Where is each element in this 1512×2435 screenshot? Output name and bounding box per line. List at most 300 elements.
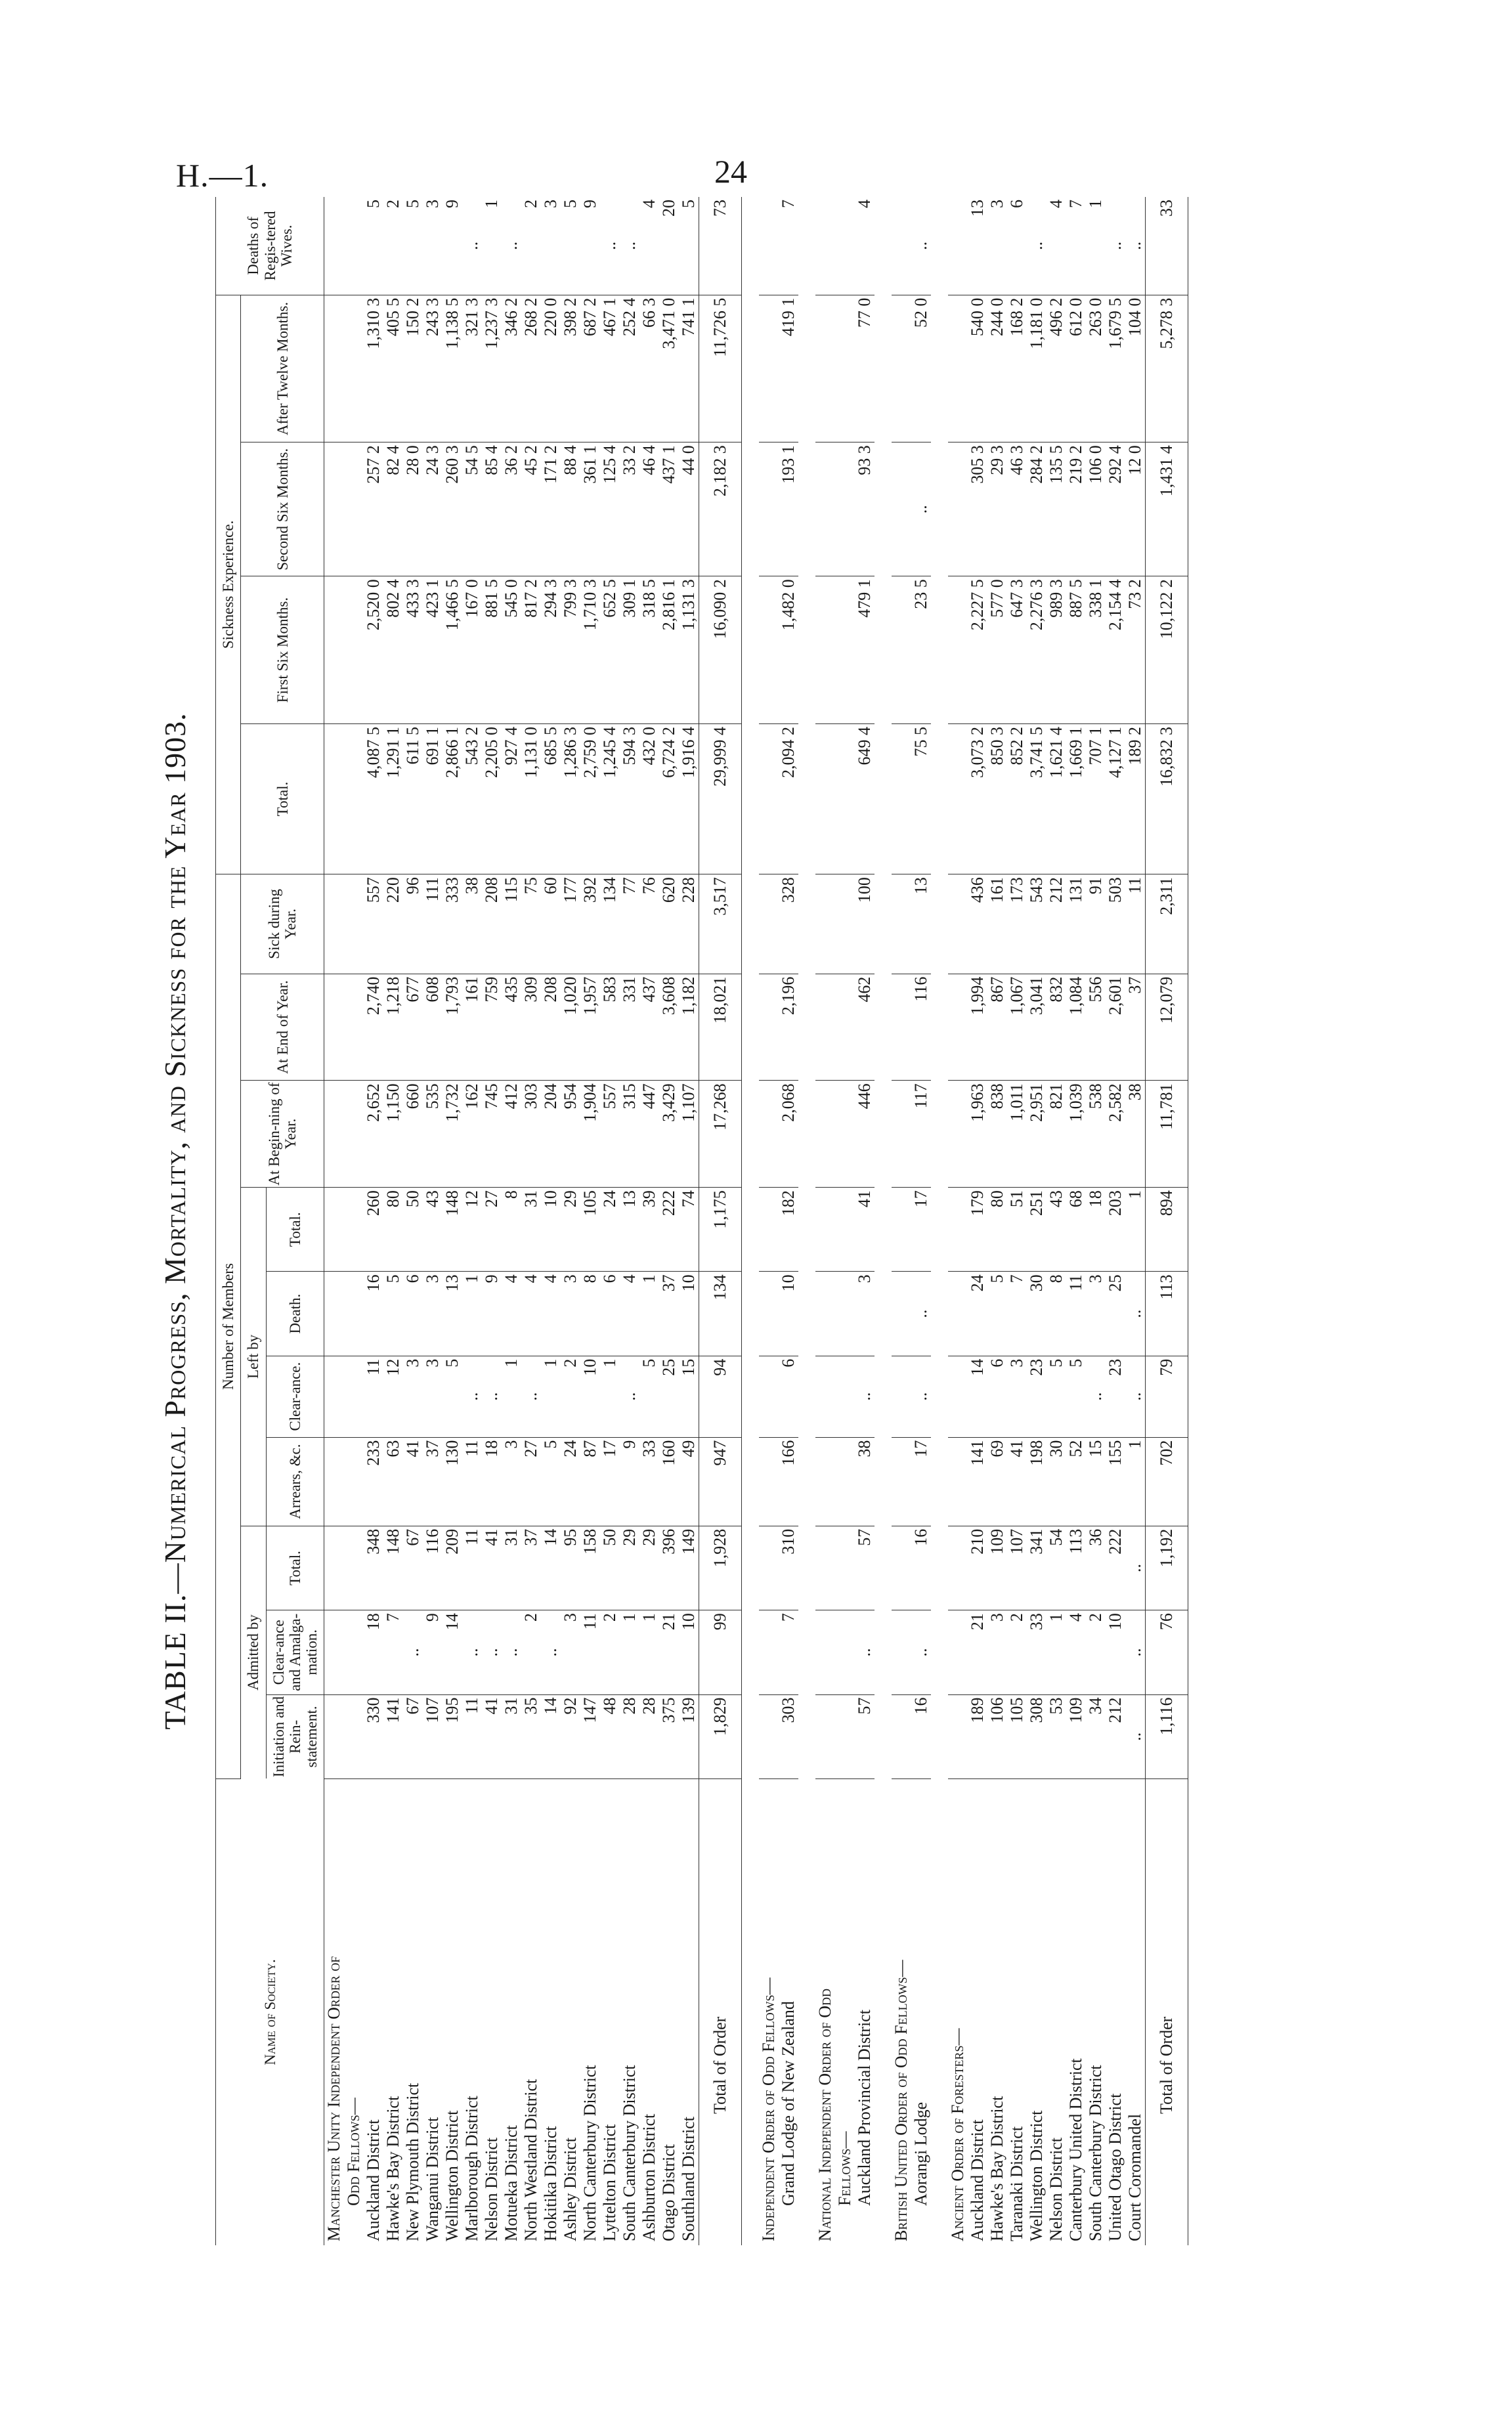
data-cell: 228	[679, 874, 699, 974]
data-cell: 685 5	[541, 723, 561, 874]
data-cell: 1,904	[580, 1081, 600, 1188]
data-cell: 2	[561, 1356, 580, 1437]
data-cell: 1,245 4	[600, 723, 620, 874]
col-header-left-by: Left by	[241, 1188, 266, 1526]
data-cell: ..	[541, 1610, 561, 1694]
data-cell: 12	[462, 1188, 482, 1272]
data-cell: 220 0	[541, 295, 561, 442]
data-cell: 1,679 5	[1106, 295, 1125, 442]
col-header-left-total: Total.	[266, 1188, 324, 1272]
data-cell: 707 1	[1086, 723, 1106, 874]
data-cell: 155	[1106, 1437, 1125, 1526]
data-cell: 3	[1086, 1272, 1106, 1356]
data-cell: 852 2	[1007, 723, 1027, 874]
data-cell: 989 3	[1047, 576, 1066, 724]
table-row	[659, 197, 679, 2245]
data-cell	[892, 974, 911, 1081]
data-cell: 3,073 2	[968, 723, 987, 874]
data-cell: ..	[462, 1356, 482, 1437]
data-cell: 53	[1047, 1694, 1066, 1778]
data-cell	[815, 295, 835, 442]
data-cell	[344, 874, 364, 974]
data-cell: 660	[403, 1081, 423, 1188]
data-cell: 5,278 3	[1146, 295, 1188, 442]
data-cell	[948, 197, 968, 295]
data-cell: 1,669 1	[1066, 723, 1086, 874]
data-cell: 3	[423, 1356, 443, 1437]
data-cell: 1	[1125, 1437, 1146, 1526]
table-row	[502, 197, 521, 2245]
data-cell	[835, 1188, 855, 1272]
data-cell: 3	[561, 1610, 580, 1694]
data-cell: ..	[855, 1356, 875, 1437]
data-cell: 29	[620, 1526, 639, 1610]
data-cell: 7	[1066, 197, 1086, 295]
data-cell: 29	[561, 1188, 580, 1272]
data-cell: 4	[521, 1272, 541, 1356]
data-cell: 38	[1125, 1081, 1146, 1188]
data-cell	[759, 1081, 779, 1188]
data-cell: 4,087 5	[364, 723, 383, 874]
data-cell: 677	[403, 974, 423, 1081]
table-row	[443, 197, 462, 2245]
data-cell: 821	[1047, 1081, 1066, 1188]
data-cell: 23	[1027, 1356, 1047, 1437]
data-cell: 11	[364, 1356, 383, 1437]
data-cell: 1,150	[383, 1081, 403, 1188]
data-cell	[892, 576, 911, 724]
data-cell: 799 3	[561, 576, 580, 724]
data-cell: 850 3	[987, 723, 1007, 874]
data-cell	[324, 295, 345, 442]
data-cell: 160	[659, 1437, 679, 1526]
group-heading-row	[815, 197, 835, 2245]
data-cell: 82 4	[383, 442, 403, 576]
data-cell	[835, 1694, 855, 1778]
data-cell: 947	[699, 1437, 742, 1526]
data-cell: 405 5	[383, 295, 403, 442]
society-name-cell: Manchester Unity Independent Order of	[324, 1956, 344, 2241]
data-cell	[835, 723, 855, 874]
society-name-cell: Canterbury United District	[1066, 2058, 1086, 2241]
data-cell: 100	[855, 874, 875, 974]
data-cell: ..	[1086, 1356, 1106, 1437]
data-cell: 141	[968, 1437, 987, 1526]
data-cell: 1,067	[1007, 974, 1027, 1081]
data-cell: 557	[600, 1081, 620, 1188]
data-cell: 9	[443, 197, 462, 295]
data-cell: 817 2	[521, 576, 541, 724]
group-heading-row	[324, 197, 345, 2245]
page-number: 24	[714, 153, 747, 190]
data-cell	[835, 197, 855, 295]
data-cell: 10	[580, 1356, 600, 1437]
table-row	[462, 197, 482, 2245]
data-cell: 545 0	[502, 576, 521, 724]
data-cell	[344, 1356, 364, 1437]
data-cell: 398 2	[561, 295, 580, 442]
data-cell: 87	[580, 1437, 600, 1526]
data-cell: 292 4	[1106, 442, 1125, 576]
table-row	[639, 197, 659, 2245]
society-name-cell: Total of Order	[699, 1778, 742, 2245]
table-body	[324, 197, 1188, 2245]
data-cell: ..	[1125, 1526, 1146, 1610]
data-cell: 107	[423, 1694, 443, 1778]
data-cell: 557	[364, 874, 383, 974]
data-cell: 10	[679, 1610, 699, 1694]
data-cell: 3,741 5	[1027, 723, 1047, 874]
table-row	[1047, 197, 1066, 2245]
data-cell: 4	[1066, 1610, 1086, 1694]
data-cell: 93 3	[855, 442, 875, 576]
data-cell	[815, 874, 835, 974]
society-name-cell: Auckland Provincial District	[855, 2010, 875, 2206]
data-cell	[948, 1081, 968, 1188]
data-cell: 28 0	[403, 442, 423, 576]
data-cell: 375	[659, 1694, 679, 1778]
society-name-cell: Court Coromandel	[1125, 2113, 1145, 2241]
society-name-cell: Independent Order of Odd Fellows—	[759, 1977, 779, 2241]
data-cell: 24	[600, 1188, 620, 1272]
data-cell: 12,079	[1146, 974, 1188, 1081]
society-name-cell: British United Order of Odd Fellows—	[892, 1960, 911, 2241]
data-cell: 50	[600, 1526, 620, 1610]
data-cell: 16	[911, 1694, 931, 1778]
data-cell	[892, 723, 911, 874]
spacer-row	[875, 197, 892, 2245]
spacer-row	[931, 197, 948, 2245]
data-cell: 67	[403, 1694, 423, 1778]
data-cell: 105	[580, 1188, 600, 1272]
data-cell: 99	[699, 1610, 742, 1694]
data-cell: 161	[462, 974, 482, 1081]
data-cell: 109	[1066, 1694, 1086, 1778]
data-cell: 113	[1066, 1526, 1086, 1610]
data-cell	[344, 723, 364, 874]
table-row	[1106, 197, 1125, 2245]
data-cell	[759, 442, 779, 576]
data-cell: 173	[1007, 874, 1027, 974]
data-cell: 203	[1106, 1188, 1125, 1272]
table-row	[561, 197, 580, 2245]
data-cell: 2,652	[364, 1081, 383, 1188]
data-cell: 3,517	[699, 874, 742, 974]
data-cell: 2,094 2	[779, 723, 798, 874]
table-row	[541, 197, 561, 2245]
data-cell: 24	[561, 1437, 580, 1526]
data-cell: 10	[779, 1272, 798, 1356]
data-cell: 2,276 3	[1027, 576, 1047, 724]
data-cell: 198	[1027, 1437, 1047, 1526]
data-cell	[759, 874, 779, 974]
data-cell	[759, 576, 779, 724]
society-name-cell: Hokitika District	[541, 2126, 561, 2241]
data-cell	[835, 1272, 855, 1356]
data-cell: 171 2	[541, 442, 561, 576]
data-cell: ..	[911, 197, 931, 295]
data-cell	[815, 723, 835, 874]
data-cell: 95	[561, 1526, 580, 1610]
data-cell: 252 4	[620, 295, 639, 442]
data-cell: ..	[482, 1610, 502, 1694]
data-cell: 260 3	[443, 442, 462, 576]
data-cell	[835, 295, 855, 442]
data-cell: 13	[968, 197, 987, 295]
data-cell: 220	[383, 874, 403, 974]
data-cell: 832	[1047, 974, 1066, 1081]
data-cell: 33	[1027, 1610, 1047, 1694]
data-cell: 209	[443, 1526, 462, 1610]
data-cell	[835, 1526, 855, 1610]
data-cell: 14	[541, 1526, 561, 1610]
society-name-cell: Auckland District	[364, 2119, 383, 2241]
data-cell: 1	[482, 197, 502, 295]
data-cell: 5	[987, 1272, 1007, 1356]
data-cell: 2,182 3	[699, 442, 742, 576]
table-row	[855, 197, 875, 2245]
data-cell	[948, 576, 968, 724]
society-name-cell: United Otago District	[1106, 2093, 1125, 2241]
data-cell: 17	[600, 1437, 620, 1526]
data-cell: 11,781	[1146, 1081, 1188, 1188]
data-cell: 4	[620, 1272, 639, 1356]
data-cell	[324, 1610, 345, 1694]
data-cell: 117	[911, 1081, 931, 1188]
data-cell: 309	[521, 974, 541, 1081]
col-header-at-end: At End of Year.	[241, 974, 324, 1081]
data-cell: 73 2	[1125, 576, 1146, 724]
data-cell	[835, 1081, 855, 1188]
data-cell: 447	[639, 1081, 659, 1188]
data-cell: 16	[364, 1272, 383, 1356]
data-cell: 29,999 4	[699, 723, 742, 874]
data-cell: 3	[502, 1437, 521, 1526]
data-cell: 12 0	[1125, 442, 1146, 576]
data-cell: 113	[1146, 1272, 1188, 1356]
data-cell: ..	[1125, 1694, 1146, 1778]
data-cell: 134	[699, 1272, 742, 1356]
data-cell	[815, 1272, 835, 1356]
data-cell: 2,740	[364, 974, 383, 1081]
data-cell: 189 2	[1125, 723, 1146, 874]
table-row	[1125, 197, 1146, 2245]
society-name-cell: Aorangi Lodge	[911, 2101, 931, 2206]
data-cell: 162	[462, 1081, 482, 1188]
statistics-table	[215, 197, 1188, 2245]
data-cell: 4	[855, 197, 875, 295]
data-cell: 9	[580, 197, 600, 295]
data-cell: 36	[1086, 1526, 1106, 1610]
data-cell: 38	[462, 874, 482, 974]
data-cell: 41	[403, 1437, 423, 1526]
data-cell: 647 3	[1007, 576, 1027, 724]
data-cell: 1,916 4	[679, 723, 699, 874]
data-cell: ..	[403, 1610, 423, 1694]
data-cell: 20	[659, 197, 679, 295]
data-cell: 543	[1027, 874, 1047, 974]
data-cell: 79	[1146, 1356, 1188, 1437]
data-cell: 18,021	[699, 974, 742, 1081]
data-cell	[948, 1188, 968, 1272]
data-cell: 802 4	[383, 576, 403, 724]
data-cell: 1,793	[443, 974, 462, 1081]
data-cell	[759, 1526, 779, 1610]
data-cell: 594 3	[620, 723, 639, 874]
data-cell: 149	[679, 1526, 699, 1610]
data-cell: 308	[1027, 1694, 1047, 1778]
data-cell: 16,832 3	[1146, 723, 1188, 874]
data-cell: 12	[383, 1356, 403, 1437]
data-cell: 887 5	[1066, 576, 1086, 724]
data-cell: 6	[987, 1356, 1007, 1437]
data-cell: 17	[911, 1188, 931, 1272]
data-cell: ..	[855, 1610, 875, 1694]
data-cell: 16	[911, 1526, 931, 1610]
data-cell: 538	[1086, 1081, 1106, 1188]
data-cell: 8	[1047, 1272, 1066, 1356]
data-cell: 21	[659, 1610, 679, 1694]
society-name-cell: Lyttelton District	[600, 2124, 620, 2241]
data-cell: 166	[779, 1437, 798, 1526]
data-cell	[324, 874, 345, 974]
data-cell	[815, 1526, 835, 1610]
data-cell: 33	[639, 1437, 659, 1526]
data-cell: 2,068	[779, 1081, 798, 1188]
col-header-clearance: Clear-ance.	[266, 1356, 324, 1437]
data-cell: 168 2	[1007, 295, 1027, 442]
data-cell: 46 4	[639, 442, 659, 576]
data-cell: ..	[911, 1356, 931, 1437]
data-cell: 37	[659, 1272, 679, 1356]
data-cell	[948, 1437, 968, 1526]
data-cell: 1	[462, 1272, 482, 1356]
data-cell: 437 1	[659, 442, 679, 576]
data-cell: 1,182	[679, 974, 699, 1081]
society-name-cell: Hawke's Bay District	[383, 2096, 403, 2241]
data-cell: 284 2	[1027, 442, 1047, 576]
data-cell: 68	[1066, 1188, 1086, 1272]
data-cell: 5	[403, 197, 423, 295]
data-cell: 338 1	[1086, 576, 1106, 724]
data-cell	[892, 1526, 911, 1610]
data-cell: 41	[1007, 1437, 1027, 1526]
table-row	[679, 197, 699, 2245]
data-cell: 3	[987, 197, 1007, 295]
data-cell: 37	[423, 1437, 443, 1526]
data-cell: 3	[403, 1356, 423, 1437]
data-cell	[344, 1694, 364, 1778]
society-name-cell: Grand Lodge of New Zealand	[779, 2001, 798, 2206]
data-cell: 69	[987, 1437, 1007, 1526]
data-cell: ..	[1106, 197, 1125, 295]
data-cell	[324, 1188, 345, 1272]
table-row	[482, 197, 502, 2245]
data-cell: 294 3	[541, 576, 561, 724]
society-name-cell: Otago District	[659, 2144, 679, 2241]
data-cell: 2	[1086, 1610, 1106, 1694]
data-cell	[815, 1188, 835, 1272]
data-cell	[324, 1272, 345, 1356]
data-cell	[835, 874, 855, 974]
data-cell: 75	[521, 874, 541, 974]
data-cell	[324, 1526, 345, 1610]
society-name-cell: Nelson District	[1047, 2137, 1066, 2241]
data-cell: 76	[1146, 1610, 1188, 1694]
data-cell: 467 1	[600, 295, 620, 442]
data-cell: 74	[679, 1188, 699, 1272]
data-cell: 745	[482, 1081, 502, 1188]
data-cell: 60	[541, 874, 561, 974]
data-cell: 315	[620, 1081, 639, 1188]
data-cell: 310	[779, 1526, 798, 1610]
data-cell: 130	[443, 1437, 462, 1526]
data-cell: 14	[541, 1694, 561, 1778]
total-row	[699, 197, 742, 2245]
data-cell: 328	[779, 874, 798, 974]
table-row	[620, 197, 639, 2245]
data-cell: 6	[779, 1356, 798, 1437]
table-title-prefix: TABLE II.—	[158, 1562, 192, 1730]
data-cell: 27	[482, 1188, 502, 1272]
data-cell: 1	[541, 1356, 561, 1437]
data-cell: 330	[364, 1694, 383, 1778]
data-cell: 8	[502, 1188, 521, 1272]
data-cell	[892, 1188, 911, 1272]
data-cell: 80	[987, 1188, 1007, 1272]
data-cell: 11	[462, 1437, 482, 1526]
data-cell: 348	[364, 1526, 383, 1610]
data-cell: 268 2	[521, 295, 541, 442]
data-cell	[815, 1610, 835, 1694]
data-cell: 208	[541, 974, 561, 1081]
data-cell: 436	[968, 874, 987, 974]
data-cell: 741 1	[679, 295, 699, 442]
data-cell	[815, 1081, 835, 1188]
table-row	[968, 197, 987, 2245]
data-cell: 88 4	[561, 442, 580, 576]
data-cell: 116	[423, 1526, 443, 1610]
data-cell: ..	[1027, 197, 1047, 295]
data-cell: 34	[1086, 1694, 1106, 1778]
data-cell: 1,291 1	[383, 723, 403, 874]
table-row	[403, 197, 423, 2245]
data-cell: 147	[580, 1694, 600, 1778]
data-cell: 18	[482, 1437, 502, 1526]
table-row	[987, 197, 1007, 2245]
data-cell	[344, 1188, 364, 1272]
data-cell	[324, 1081, 345, 1188]
data-cell	[815, 442, 835, 576]
data-cell	[815, 1694, 835, 1778]
data-cell	[344, 442, 364, 576]
society-name-cell: National Independent Order of Odd	[815, 1989, 835, 2241]
data-cell	[759, 197, 779, 295]
data-cell: 67	[403, 1526, 423, 1610]
data-cell	[344, 1081, 364, 1188]
table-row	[911, 197, 931, 2245]
data-cell: 31	[502, 1694, 521, 1778]
data-cell: 14	[443, 1610, 462, 1694]
data-cell: 48	[600, 1694, 620, 1778]
data-cell: 2,520 0	[364, 576, 383, 724]
data-cell: 52 0	[911, 295, 931, 442]
data-cell: 1,138 5	[443, 295, 462, 442]
data-cell: 11	[462, 1694, 482, 1778]
data-cell: 2	[600, 1610, 620, 1694]
data-cell: 759	[482, 974, 502, 1081]
data-cell: 620	[659, 874, 679, 974]
